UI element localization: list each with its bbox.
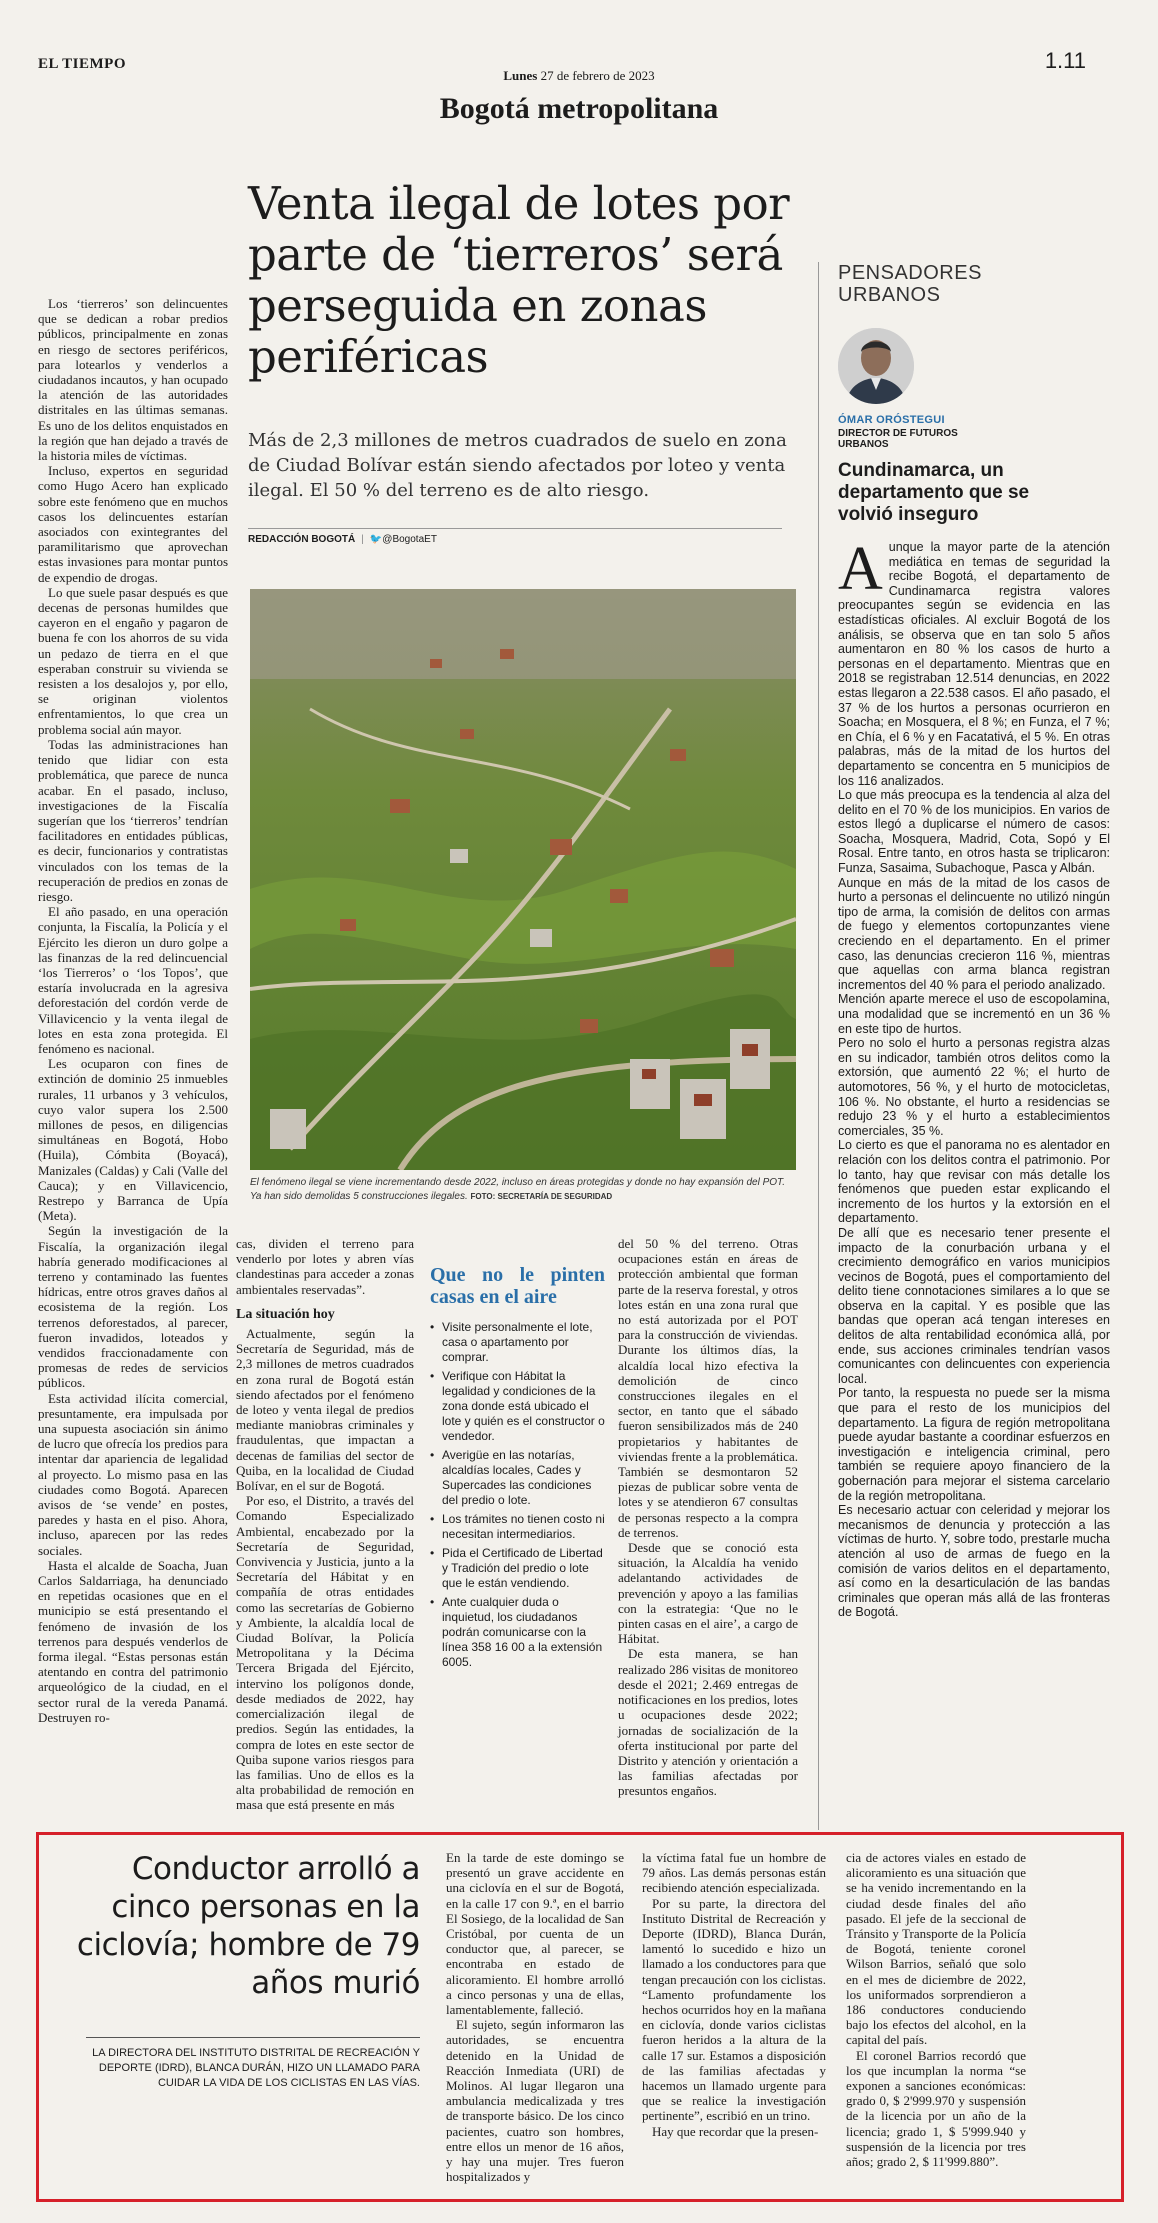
paragraph: Mención aparte merece el uso de escopolamina, una modalidad que se incrementó en un 36 % en este tipo de hurtos. [838, 992, 1110, 1036]
brief-deck: LA DIRECTORA DEL INSTITUTO DISTRITAL DE RECREACIÓN Y DEPORTE (IDRD), BLANCA DURÁN, HIZO UN LLAMADO PARA CUIDAR LA VIDA DE LOS CICLISTAS EN LAS VÍAS. [92, 2047, 420, 2089]
opinion-column [838, 535, 1110, 1620]
paragraph: Les ocuparon con fines de extinción de dominio 25 inmuebles rurales, 11 urbanos y 3 vehículos, cuyo valor supera los 2.500 millones de pesos, en diligencias simultáneas en Bogotá, Hobo (Huila), Cómbita (Boyacá), Manizales (Caldas) y Cali (Valle del Cauca); y en Villavicencio, Restrepo y Barranca de Upía (Meta). [38, 1056, 228, 1224]
paragraph: Por su parte, la directora del Instituto Distrital de Recreación y Deporte (IDRD), Blanca Durán, lamentó lo sucedido e hizo un llamado a los conductores para que tengan precaución con los ciclistas. “Lamento profundamente los hechos ocurridos hoy en la mañana en ciclovía, donde varios ciclistas fueron heridos a la altura de la calle 17 sur. Estamos a disposición de las familias afectadas y hacemos un llamado urgente para que se realice la investigación pertinente”, escribió en un trino. [642, 1895, 826, 2124]
paragraph [838, 535, 1110, 788]
issue-date [0, 68, 1158, 84]
date-rest: 27 de febrero de 2023 [540, 68, 655, 83]
paragraph: Pero no solo el hurto a personas registra alzas en su indicador, también otros delitos como la extorsión, que aumentó 22 %; el hurto de automotores, 56 %, y el hurto de motocicletas, 106 %. No obstante, el hurto a residencias se redujo 23 % y el hurto a establecimientos comerciales, 35 %. [838, 1036, 1110, 1138]
paragraph: Aunque en más de la mitad de los casos de hurto a personas el delincuente no utilizó ningún tipo de arma, la comisión de delitos con armas de fuego y elementos cortopunzantes viene creciendo en el departamento. En el primer caso, las denuncias crecieron 116 %, mientras que aquellas con arma blanca registran incrementos del 40 % para el periodo analizado. [838, 875, 1110, 992]
article-column-1 [38, 296, 228, 1725]
paragraph: En la tarde de este domingo se presentó un grave accidente en una ciclovía en el sur de Bogotá, en la calle 17 con 9.ª, en el barrio El Sosiego, de la localidad de San Cristóbal, por cuenta de un conductor que, al parecer, se encontraba en estado de alicoramiento. El hombre arrolló a cinco personas y una de ellas, lamentablemente, falleció. [446, 1850, 624, 2018]
paragraph: Desde que se conoció esta situación, la Alcaldía ha venido adelantando actividades de prevención y apoyo a las familias con la estrategia: ‘Que no le pinten casas en el aire’, a cargo de Hábitat. [618, 1540, 798, 1647]
list-item: • Ante cualquier duda o inquietud, los ciudadanos podrán comunicarse con la línea 358 16 00 a la extensión 6005. [430, 1595, 605, 1670]
paragraph: Todas las administraciones han tenido que lidiar con esta problemática, que parece de nunca acabar. En el pasado, incluso, investigaciones de la Fiscalía sugerían que los ‘tierreros’ tendrían facilitadores en entidades públicas, es decir, funcionarios y contratistas vinculados con los temas de la recuperación de predios en zonas de riesgo. [38, 736, 228, 904]
paragraph: Los ‘tierreros’ son delincuentes que se dedican a robar predios públicos, principalmente en zonas en riesgo de sectores periféricos, para lotearlos y venderlos a ciudadanos incautos, y han ocupado la atención de las autoridades distritales en las últimas semanas. Es uno de los delitos enquistados en la región que han dejado a través de la historia miles de víctimas. [38, 296, 228, 464]
aerial-photo [250, 589, 796, 1170]
author-portrait-icon [838, 328, 914, 404]
paragraph: Esta actividad ilícita comercial, presuntamente, era impulsada por una supuesta asociación sin ánimo de lucro que ofrecía los predios para intentar dar apariencia de legalidad al proyecto. Lo mismo pasa en las ciudades como Bogotá. Aparecen avisos de ‘se vende’ en postes, paredes y hasta en el piso. Ahora, incluso, aparecen por las redes sociales. [38, 1390, 228, 1558]
paragraph: De esta manera, se han realizado 286 visitas de monitoreo desde el 2021; 2.469 entregas de notificaciones en los predios, lotes u ocupaciones desde 2022; jornadas de socialización de la oferta institucional por parte del Distrito y atención y orientación a las familias afectadas por presuntos engaños. [618, 1646, 798, 1799]
paragraph: Lo que más preocupa es la tendencia al alza del delito en el 70 % de los municipios. En varios de estos llegó a duplicarse el número de casos: Soacha, Mosquera, Madrid, Cota, Sopó y El Rosal. Entre tanto, en otros hasta se triplicaron: Funza, Sasaima, Subachoque, Pasca y Albán. [838, 788, 1110, 876]
paragraph: De allí que es necesario tener presente el impacto de la conurbación urbana y el crecimiento demográfico en varios municipios vecinos de Bogotá, pues el comportamiento del delito tiene connotaciones similares a lo que se observa en la capital. Y es posible que las bandas que operan acá tengan intereses en delitos de alta rentabilidad económica allá, por ende, sus acciones criminales tendrían vasos comunicantes con delincuentes con experiencia local. [838, 1225, 1110, 1386]
article-column-2 [236, 1236, 414, 1813]
paragraph: la víctima fatal fue un hombre de 79 años. Las demás personas están recibiendo atención especializada. [642, 1850, 826, 1896]
list-item: • Pida el Certificado de Libertad y Tradición del predio o lote que le están vendiendo. [430, 1546, 605, 1591]
paragraph: Por eso, el Distrito, a través del Comando Especializado Ambiental, encabezado por la Secretaría de Seguridad, Convivencia y Justicia, junto a la Secretaría del Hábitat y en compañía de otras entidades como las secretarías de Gobierno y Ambiente, la alcaldía local de Ciudad Bolívar, la Policía Metropolitana y la Décima Tercera Brigada del Ejército, intervino los polígonos donde, desde mediados de 2022, hay comercialización ilegal de predios. Según las entidades, la compra de lotes en este sector de Quiba supone varios riesgos para las familias. Uno de ellos es la alta probabilidad de remoción en masa que está presente en más [236, 1493, 414, 1813]
section-title: Bogotá metropolitana [439, 92, 719, 125]
first-paragraph-text: unque la mayor parte de la atención mediática en temas de seguridad la recibe Bogotá, el departamento de Cundinamarca registra valores preocupantes según se evidencia en las estadísticas oficiales. Al excluir Bogotá de los análisis, se observa que en tan solo 5 años aumentaron en 80 % los casos de hurto a personas en el departamento. Mientras que en 2018 se registraban 12.514 denuncias, en 2022 estas llegaron a 22.538 casos. El año pasado, el 37 % de los hurtos a personas ocurrieron en Soacha; en Mosquera, el 8 %; en Funza, el 7 %; en Chía, el 6 % y en Facatativá, el 5 %. En otras palabras, más de la mitad de los hurtos del departamento se concentra en 5 municipios de los 116 analizados. [838, 540, 1110, 788]
caption-credit: FOTO: SECRETARÍA DE SEGURIDAD [470, 1192, 613, 1201]
avatar [838, 328, 914, 404]
author-role: DIRECTOR DE FUTUROS URBANOS [838, 428, 958, 450]
list-item: • Verifique con Hábitat la legalidad y condiciones de la zona donde está ubicado el lote y quién es el constructor o vendedor. [430, 1369, 605, 1444]
paragraph: Por tanto, la respuesta no puede ser la misma que para el resto de los municipios del departamento. La figura de región metropolitana puede ayudar bastante a coordinar esfuerzos en investigación e inteligencia criminal, pero también se requiere apoyo financiero de la gobernación para mejorar el sistema carcelario de la región metropolitana. [838, 1386, 1110, 1503]
byline-separator: | [361, 534, 364, 545]
drop-cap: A [838, 535, 883, 603]
date-day: Lunes [503, 68, 538, 83]
tips-box [430, 1264, 605, 1674]
paragraph: El sujeto, según informaron las autoridades, se encuentra detenido en la Unidad de Reacción Inmediata (URI) de Molinos. Al lugar llegaron una ambulancia medicalizada y tres de transporte básico. De los cinco pacientes, cuatro son hombres, entre ellos un menor de 16 años, y hay una mujer. Tres fueron hospitalizados y [446, 2017, 624, 2185]
paragraph: Hay que recordar que la presen- [652, 2123, 819, 2139]
paragraph: Hasta el alcalde de Soacha, Juan Carlos Saldarriaga, ha denunciado en repetidas ocasiones que en el municipio se está presentando el fenómeno de invasión de los terrenos para después venderlos de forma ilegal. “Estas personas están atentando en contra del patrimonio arqueológico de la ciudad, en el sector rural de la vereda Panamá. Destruyen ro- [38, 1557, 228, 1725]
opinion-kicker: PENSADORES URBANOS [838, 262, 982, 306]
paragraph: El coronel Barrios recordó que los que incumplan la norma “se exponen a sanciones económicas: grado 0, $ 2'999.970 y suspensión de la licencia por un año de la licencia; grado 1, $ 5'999.940 y suspensión de la licencia por tres años; grado 2, $ 11'999.880”. [846, 2047, 1026, 2170]
tips-box-title: Que no le pinten casas en el aire [430, 1264, 605, 1308]
author-name: ÓMAR ORÓSTEGUI [838, 414, 945, 426]
aerial-photo-illustration [250, 589, 796, 1170]
subhead: La situación hoy [236, 1306, 335, 1322]
article-column-4 [618, 1236, 798, 1799]
bird-icon: 🐦 [369, 534, 383, 545]
paragraph: cia de actores viales en estado de alicoramiento es una situación que se ha venido incrementando en la ciudad desde finales del año pasado. El jefe de la seccional de Tránsito y Transporte de la Policía de Bogotá, teniente coronel Wilson Barrios, señaló que solo en el mes de diciembre de 2022, los uniformados sorprendieron a 186 conductores conduciendo bajo los efectos del alcohol, en la capital del país. [846, 1850, 1026, 2048]
page-number: 1.11 [1044, 48, 1086, 73]
main-headline: Venta ilegal de lotes por parte de ‘tierreros’ será perseguida en zonas periféricas [248, 177, 790, 383]
brief-column-1 [446, 1850, 624, 2184]
byline-divider [248, 528, 782, 529]
opinion-title: Cundinamarca, un departamento que se volvió inseguro [838, 460, 1030, 525]
byline-author: REDACCIÓN BOGOTÁ [248, 534, 356, 545]
caption-text: El fenómeno ilegal se viene incrementando desde 2022, incluso en áreas protegidas y donde no hay expansión del POT. Ya han sido demolidas 5 construcciones ilegales. [250, 1177, 785, 1202]
list-item: • Visite personalmente el lote, casa o apartamento por comprar. [430, 1320, 605, 1365]
masthead: EL TIEMPO [38, 56, 126, 72]
paragraph: Actualmente, según la Secretaría de Seguridad, más de 2,3 millones de metros cuadrados en zona rural de Bogotá están siendo afectados por el fenómeno de loteo y venta ilegal de predios mediante maniobras criminales y fraudulentas, que impactan a decenas de familias del sector de Quiba, en la localidad de Ciudad Bolívar, en el sur de Bogotá. [236, 1326, 414, 1494]
brief-column-2 [642, 1850, 826, 2139]
byline [248, 534, 437, 545]
paragraph: cas, dividen el terreno para venderlo por lotes y abren vías clandestinas para acceder a zonas ambientales reservadas”. [236, 1236, 414, 1297]
column-divider [818, 262, 819, 1830]
paragraph: Es necesario actuar con celeridad y mejorar los mecanismos de denuncia y protección a las víctimas de hurto. Y, sobre todo, prestarle mucha atención al uso de armas de fuego en la comisión de varios delitos en el departamento, así como en la desarticulación de las bandas criminales que operan más allá de las fronteras de Bogotá. [838, 1503, 1110, 1620]
twitter-handle[interactable]: @BogotaET [382, 534, 437, 545]
paragraph: del 50 % del terreno. Otras ocupaciones están en áreas de protección ambiental que forman parte de la reserva forestal, y otros lotes están en una zona rural que no está autorizada por el POT para la construcción de viviendas. Durante los últimos días, la alcaldía local hizo efectiva la demolición de cinco construcciones ilegales en el sector, en tanto que el sábado fueron sensibilizados más de 240 propietarios y habitantes de viviendas frente a la problemática. También se desmontaron 52 piezas de publicar sobre venta de lotes y se atendieron 67 consultas de personas respecto a la compra de terrenos. [618, 1236, 798, 1540]
brief-divider [86, 2037, 420, 2038]
paragraph: El año pasado, en una operación conjunta, la Fiscalía, la Policía y el Ejército les dieron un duro golpe a las finanzas de la red delincuencial ‘los Tierreros’ o ‘los Topos’, que estaría involucrada en la agresiva deforestación del cordón verde de Villavicencio y la venta ilegal de lotes en esta zona protegida. El fenómeno es nacional. [38, 904, 228, 1056]
paragraph: Lo cierto es que el panorama no es alentador en relación con los delitos contra el patrimonio. Por lo tanto, hay que revisar con más detalle los fenómenos que pueden estar explicando el incremento de los hurtos y la extorsión en el departamento. [838, 1138, 1110, 1226]
brief-headline: Conductor arrolló a cinco personas en la ciclovía; hombre de 79 años murió [76, 1851, 420, 2001]
paragraph: Según la investigación de la Fiscalía, la organización ilegal habría generado modificaciones al terreno y contaminado las fuentes hídricas, entre otros graves daños al ecosistema de la región. Los terrenos deforestados, al parecer, fueron invadidos, loteados y vendidos fraccionadamente con promesas de redes de servicios públicos. [38, 1223, 228, 1391]
list-item: • Averigüe en las notarías, alcaldías locales, Cades y Supercades las condiciones del predio o lote. [430, 1448, 605, 1508]
list-item: • Los trámites no tienen costo ni necesitan intermediarios. [430, 1512, 605, 1542]
brief-column-3 [846, 1850, 1026, 2169]
photo-caption [250, 1176, 790, 1204]
paragraph: Lo que suele pasar después es que decenas de personas humildes que cayeron en el engaño y pagaron de buena fe con los ahorros de su vida un pedazo de tierra en el que esperaban construir su vivienda se resisten a los desalojos y, por ello, se originan violentos enfrentamientos, lo que crea un problema social aún mayor. [38, 584, 228, 737]
paragraph: Incluso, expertos en seguridad como Hugo Acero han explicado sobre este fenómeno que en muchos casos los delincuentes estarían asociados con exintegrantes del paramilitarismo que aprovechan estas invasiones para montar puntos de expendio de drogas. [38, 463, 228, 585]
main-deck: Más de 2,3 millones de metros cuadrados de suelo en zona de Ciudad Bolívar están siendo afectados por loteo y venta ilegal. El 50 % del terreno es de alto riesgo. [248, 430, 787, 501]
tips-list [430, 1320, 605, 1670]
